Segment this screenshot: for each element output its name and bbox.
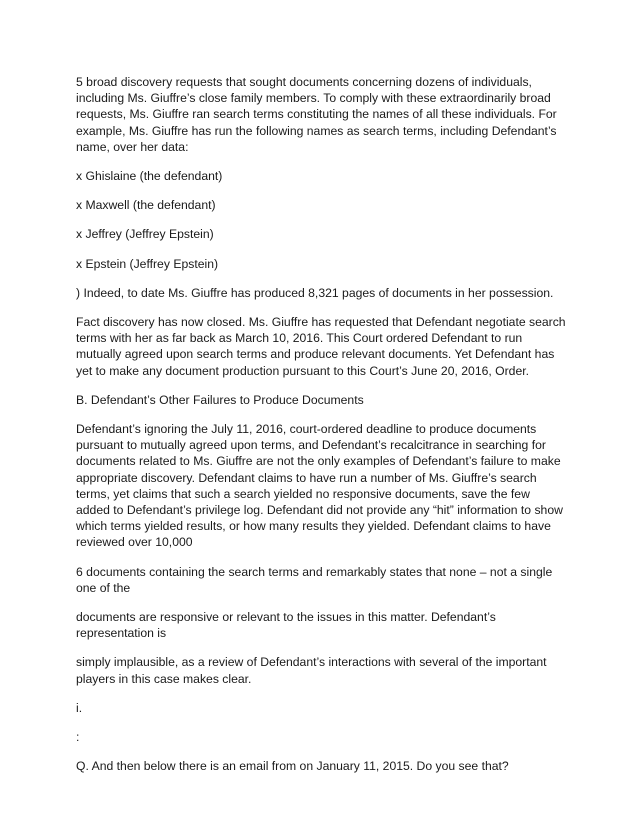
section-heading-other-failures: B. Defendant’s Other Failures to Produce Documents <box>76 392 364 407</box>
search-term-jeffrey: x Jeffrey (Jeffrey Epstein) <box>76 227 214 242</box>
paragraph-defendant-ignoring: Defendant’s ignoring the July 11, 2016, court-ordered deadline to produce documents pursuant to mutually agreed upon terms, and Defendant’s recalcitrance in searching for documents related to Ms. Giuffre are not the only examples of Defendant’s failure to make appropriate discovery. Defendant claims to have run a number of Ms. Giuffre’s search terms, yet claims that such a search yielded no responsive documents, save the few added to Defendant’s privilege log. Defendant did not provide any “hit” information to show which terms yielded results, or how many results they yielded. Defendant claims to have reviewed over 10,000 <box>76 422 563 550</box>
search-term-epstein: x Epstein (Jeffrey Epstein) <box>76 256 219 271</box>
paragraph-simply-implausible: simply implausible, as a review of Defendant’s interactions with several of the important players in this case makes clear. <box>76 655 547 686</box>
list-marker-i: i. <box>76 700 83 715</box>
paragraph-discovery-requests: 5 broad discovery requests that sought documents concerning dozens of individuals, including Ms. Giuffre’s close family members. To comply with these extraordinarily broad requests, Ms. Giuffre ran search terms constituting the names of all these individuals. For example, Ms. Giuffre has run the following names as search terms, including Defendant’s name, over her data: <box>76 75 557 154</box>
search-term-maxwell: x Maxwell (the defendant) <box>76 198 216 213</box>
paragraph-fact-discovery: Fact discovery has now closed. Ms. Giuffre has requested that Defendant negotiate search terms with her as far back as March 10, 2016. This Court ordered Defendant to run mutually agreed upon search terms and produce relevant documents. Yet Defendant has yet to make any document production pursuant to this Court’s June 20, 2016, Order. <box>76 315 566 378</box>
document-body <box>76 74 566 788</box>
search-term-ghislaine: x Ghislaine (the defendant) <box>76 169 223 184</box>
paragraph-documents-containing: 6 documents containing the search terms and remarkably states that none – not a single one of the <box>76 564 553 595</box>
paragraph-pages-produced: ) Indeed, to date Ms. Giuffre has produced 8,321 pages of documents in her possession. <box>76 285 554 300</box>
paragraph-documents-responsive: documents are responsive or relevant to the issues in this matter. Defendant’s representation is <box>76 610 496 641</box>
paragraph-question-email: Q. And then below there is an email from on January 11, 2015. Do you see that? <box>76 759 509 774</box>
colon-line: : <box>76 730 80 745</box>
